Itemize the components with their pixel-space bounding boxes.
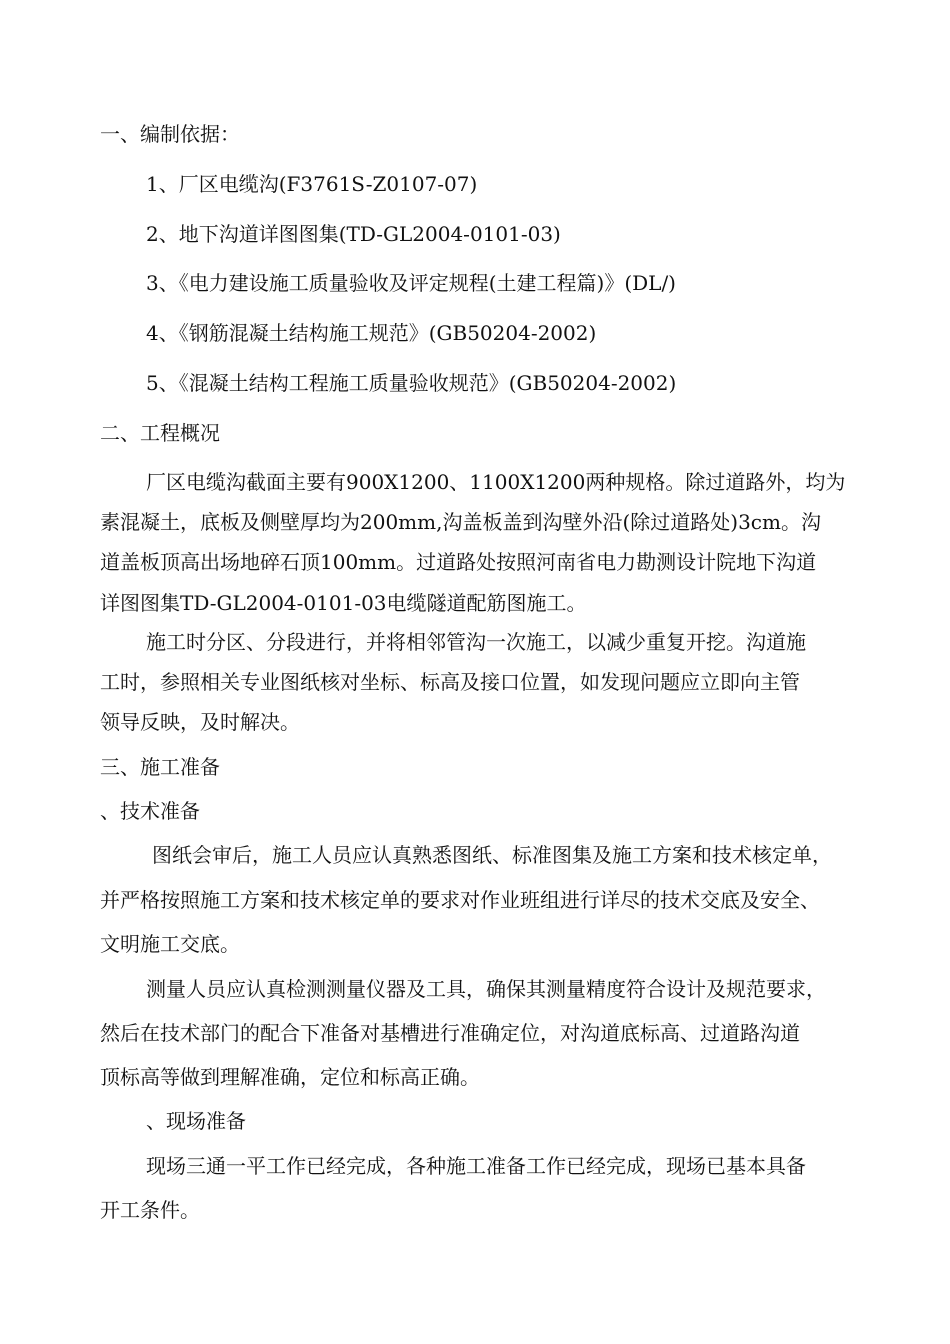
technical-para1-line2: 并严格按照施工方案和技术核定单的要求对作业班组进行详尽的技术交底及安全、 (100, 888, 820, 912)
basis-item-2: 2、地下沟道详图图集(TD-GL2004-0101-03) (146, 222, 561, 246)
technical-para1-line3: 文明施工交底。 (100, 932, 240, 956)
overview-para1-line1: 厂区电缆沟截面主要有900X1200、1100X1200两种规格。除过道路外，均为 (146, 470, 846, 494)
overview-para2-line1: 施工时分区、分段进行，并将相邻管沟一次施工，以减少重复开挖。沟道施 (146, 630, 806, 654)
overview-para1-line2: 素混凝土，底板及侧壁厚均为200mm,沟盖板盖到沟壁外沿(除过道路处)3cm。沟 (100, 510, 821, 534)
section-heading-basis: 一、编制依据： (100, 122, 240, 146)
overview-para2-line3: 领导反映，及时解决。 (100, 710, 300, 734)
overview-para1-line3: 道盖板顶高出场地碎石顶100mm。过道路处按照河南省电力勘测设计院地下沟道 (100, 550, 817, 574)
basis-item-1: 1、厂区电缆沟(F3761S-Z0107-07) (146, 172, 478, 196)
subheading-site: 、现场准备 (146, 1109, 246, 1133)
site-para-line1: 现场三通一平工作已经完成，各种施工准备工作已经完成，现场已基本具备 (146, 1154, 806, 1178)
basis-item-3: 3、《电力建设施工质量验收及评定规程(土建工程篇)》(DL/) (146, 271, 676, 295)
technical-para1-line1: 图纸会审后，施工人员应认真熟悉图纸、标准图集及施工方案和技术核定单， (152, 843, 832, 867)
section-heading-preparation: 三、施工准备 (100, 755, 220, 779)
site-para-line2: 开工条件。 (100, 1198, 200, 1222)
technical-para2-line1: 测量人员应认真检测测量仪器及工具，确保其测量精度符合设计及规范要求， (146, 977, 826, 1001)
overview-para1-line4: 详图图集TD-GL2004-0101-03电缆隧道配筋图施工。 (100, 591, 587, 615)
technical-para2-line3: 顶标高等做到理解准确，定位和标高正确。 (100, 1065, 480, 1089)
basis-item-4: 4、《钢筋混凝土结构施工规范》(GB50204-2002) (146, 321, 597, 345)
basis-item-5: 5、《混凝土结构工程施工质量验收规范》(GB50204-2002) (146, 371, 677, 395)
subheading-technical: 、技术准备 (100, 799, 200, 823)
section-heading-overview: 二、工程概况 (100, 421, 220, 445)
technical-para2-line2: 然后在技术部门的配合下准备对基槽进行准确定位，对沟道底标高、过道路沟道 (100, 1021, 800, 1045)
overview-para2-line2: 工时，参照相关专业图纸核对坐标、标高及接口位置，如发现问题应立即向主管 (100, 670, 800, 694)
